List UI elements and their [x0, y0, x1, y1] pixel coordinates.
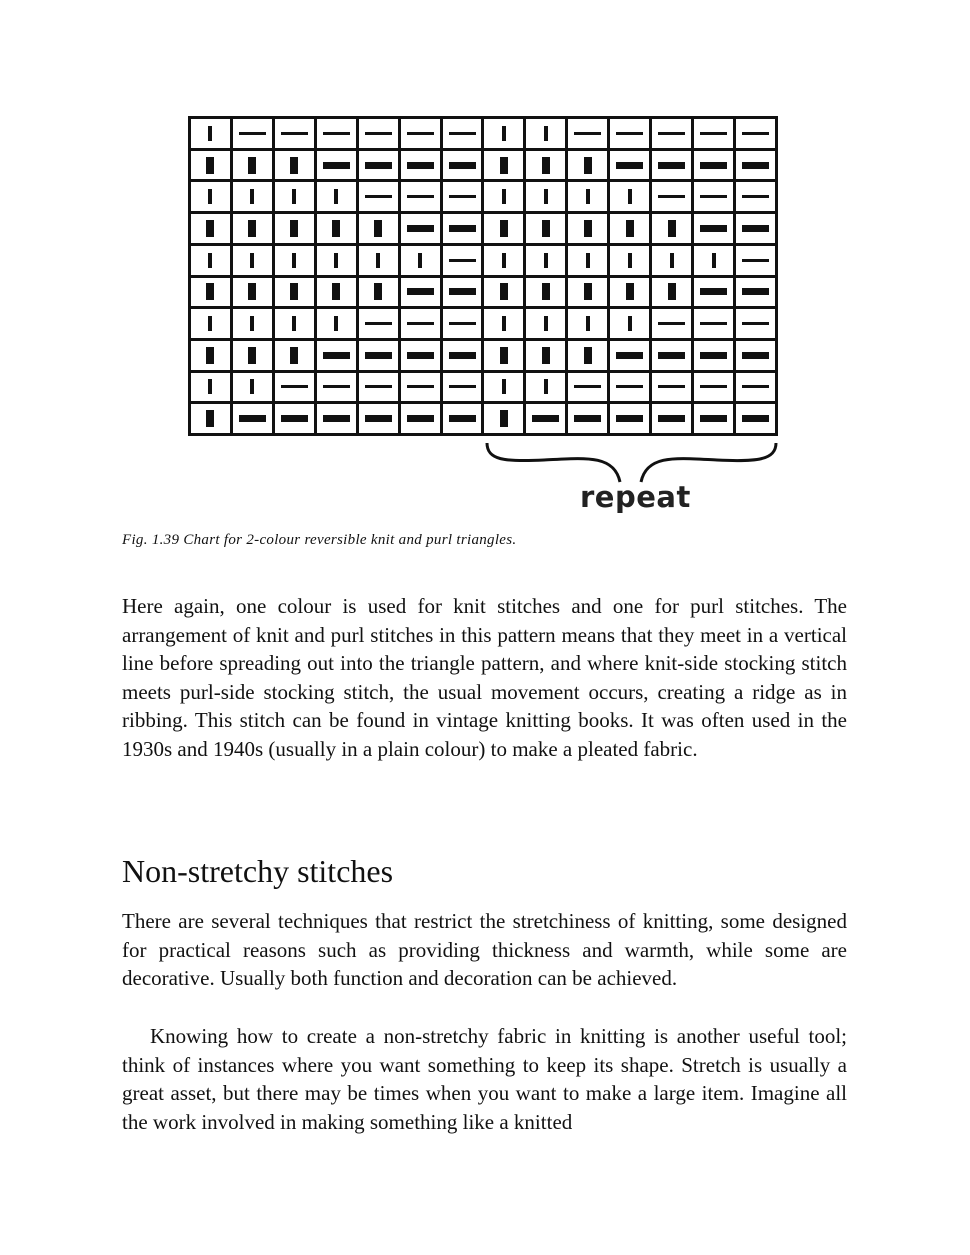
chart-cell [610, 119, 649, 148]
purl-stitch-icon [323, 352, 350, 359]
purl-stitch-icon [407, 352, 434, 359]
purl-stitch-icon [281, 385, 308, 388]
knit-stitch-icon [250, 189, 254, 204]
knit-stitch-icon [292, 189, 296, 204]
chart-cell [526, 119, 565, 148]
purl-stitch-icon [742, 322, 769, 325]
purl-stitch-icon [700, 132, 727, 135]
knit-stitch-icon [542, 157, 550, 174]
purl-stitch-icon [616, 352, 643, 359]
section-heading: Non-stretchy stitches [122, 853, 394, 889]
purl-stitch-icon [323, 415, 350, 422]
chart-cell [610, 214, 649, 243]
chart-cell [736, 341, 775, 370]
knit-stitch-icon [544, 189, 548, 204]
chart-cell [443, 246, 482, 275]
chart-cell [610, 341, 649, 370]
chart-cell [275, 309, 314, 338]
chart-cell [401, 341, 440, 370]
chart-cell [443, 341, 482, 370]
knit-stitch-icon [334, 253, 338, 268]
chart-cell [443, 182, 482, 211]
purl-stitch-icon [365, 322, 392, 325]
chart-cell [694, 278, 733, 307]
knit-stitch-icon [374, 220, 382, 237]
knit-stitch-icon [250, 316, 254, 331]
chart-cell [652, 151, 691, 180]
purl-stitch-icon [658, 322, 685, 325]
chart-cell [233, 182, 272, 211]
knit-stitch-icon [206, 283, 214, 300]
knit-stitch-icon [500, 220, 508, 237]
chart-cell [317, 214, 356, 243]
chart-cell [484, 373, 523, 402]
chart-cell [610, 404, 649, 433]
purl-stitch-icon [323, 162, 350, 169]
chart-cell [401, 119, 440, 148]
chart-cell [736, 309, 775, 338]
knitting-chart-grid [188, 116, 778, 436]
chart-cell [317, 151, 356, 180]
knit-stitch-icon [502, 253, 506, 268]
knit-stitch-icon [206, 157, 214, 174]
chart-cell [652, 214, 691, 243]
knit-stitch-icon [544, 126, 548, 141]
chart-cell [568, 182, 607, 211]
chart-cell [401, 182, 440, 211]
purl-stitch-icon [449, 259, 476, 262]
chart-cell [317, 278, 356, 307]
chart-cell [401, 278, 440, 307]
chart-cell [275, 182, 314, 211]
chart-cell [568, 341, 607, 370]
chart-cell [484, 182, 523, 211]
chart-cell [233, 246, 272, 275]
purl-stitch-icon [574, 385, 601, 388]
chart-cell [484, 119, 523, 148]
chart-cell [694, 373, 733, 402]
chart-cell [191, 214, 230, 243]
purl-stitch-icon [700, 352, 727, 359]
purl-stitch-icon [658, 415, 685, 422]
chart-cell [652, 278, 691, 307]
chart-cell [526, 182, 565, 211]
chart-cell [484, 214, 523, 243]
knit-stitch-icon [248, 220, 256, 237]
chart-cell [233, 151, 272, 180]
paragraph: Knowing how to create a non-stretchy fabric in knitting is another useful tool; think of instances where you want something to keep its shape. Stretch is usually a great asset, but there may be times when you want to make a large item. Imagine all the work involved in making something like a knitted [122, 1024, 847, 1134]
chart-cell [191, 373, 230, 402]
purl-stitch-icon [700, 288, 727, 295]
purl-stitch-icon [700, 162, 727, 169]
chart-cell [191, 404, 230, 433]
knit-stitch-icon [332, 220, 340, 237]
chart-cell [610, 151, 649, 180]
knit-stitch-icon [376, 253, 380, 268]
knit-stitch-icon [208, 253, 212, 268]
knit-stitch-icon [502, 189, 506, 204]
knit-stitch-icon [584, 220, 592, 237]
knit-stitch-icon [248, 283, 256, 300]
knit-stitch-icon [292, 316, 296, 331]
purl-stitch-icon [407, 385, 434, 388]
purl-stitch-icon [616, 162, 643, 169]
purl-stitch-icon [700, 225, 727, 232]
chart-cell [191, 246, 230, 275]
chart-cell [359, 373, 398, 402]
chart-cell [443, 151, 482, 180]
chart-cell [484, 309, 523, 338]
purl-stitch-icon [742, 288, 769, 295]
chart-cell [233, 214, 272, 243]
knit-stitch-icon [248, 347, 256, 364]
purl-stitch-icon [658, 385, 685, 388]
purl-stitch-icon [323, 132, 350, 135]
chart-cell [317, 309, 356, 338]
chart-cell [694, 404, 733, 433]
knit-stitch-icon [500, 283, 508, 300]
purl-stitch-icon [449, 385, 476, 388]
knit-stitch-icon [248, 157, 256, 174]
chart-cell [526, 404, 565, 433]
purl-stitch-icon [281, 132, 308, 135]
purl-stitch-icon [407, 288, 434, 295]
purl-stitch-icon [742, 415, 769, 422]
chart-cell [736, 182, 775, 211]
chart-cell [233, 341, 272, 370]
chart-cell [694, 182, 733, 211]
purl-stitch-icon [365, 385, 392, 388]
chart-cell [401, 373, 440, 402]
purl-stitch-icon [449, 352, 476, 359]
knit-stitch-icon [374, 283, 382, 300]
chart-cell [652, 373, 691, 402]
chart-cell [736, 404, 775, 433]
chart-cell [443, 214, 482, 243]
chart-cell [443, 309, 482, 338]
purl-stitch-icon [407, 225, 434, 232]
knit-stitch-icon [626, 283, 634, 300]
knit-stitch-icon [502, 316, 506, 331]
knit-stitch-icon [586, 316, 590, 331]
chart-cell [233, 404, 272, 433]
chart-cell [317, 119, 356, 148]
chart-cell [275, 404, 314, 433]
purl-stitch-icon [742, 162, 769, 169]
paragraph: Here again, one colour is used for knit stitches and one for purl stitches. The arrangement of knit and purl stitches in this pattern means that they meet in a vertical line before spreading out into the triangle pattern, and where knit-side stocking stitch meets purl-side stocking stitch, the usual movement occurs, creating a ridge as in ribbing. This stitch can be found in vintage knitting books. It was often used in the 1930s and 1940s (usually in a plain colour) to make a pleated fabric. [122, 594, 847, 761]
chart-cell [191, 151, 230, 180]
purl-stitch-icon [449, 162, 476, 169]
purl-stitch-icon [658, 352, 685, 359]
paragraph: There are several techniques that restrict the stretchiness of knitting, some designed for practical reasons such as providing thickness and warmth, while some are decorative. Usually both function and decoration can be achieved. [122, 909, 847, 991]
chart-cell [610, 373, 649, 402]
knit-stitch-icon [628, 316, 632, 331]
knit-stitch-icon [544, 379, 548, 394]
purl-stitch-icon [742, 352, 769, 359]
knit-stitch-icon [290, 157, 298, 174]
purl-stitch-icon [700, 385, 727, 388]
purl-stitch-icon [658, 132, 685, 135]
knit-stitch-icon [208, 126, 212, 141]
knit-stitch-icon [542, 347, 550, 364]
knit-stitch-icon [250, 253, 254, 268]
chart-cell [191, 278, 230, 307]
knit-stitch-icon [502, 126, 506, 141]
chart-cell [568, 309, 607, 338]
knit-stitch-icon [290, 220, 298, 237]
knit-stitch-icon [208, 379, 212, 394]
knit-stitch-icon [500, 410, 508, 427]
chart-cell [652, 309, 691, 338]
chart-cell [275, 246, 314, 275]
chart-cell [401, 151, 440, 180]
purl-stitch-icon [449, 195, 476, 198]
chart-cell [191, 341, 230, 370]
knit-stitch-icon [586, 189, 590, 204]
knit-stitch-icon [206, 347, 214, 364]
purl-stitch-icon [365, 162, 392, 169]
purl-stitch-icon [742, 225, 769, 232]
purl-stitch-icon [616, 132, 643, 135]
purl-stitch-icon [574, 132, 601, 135]
chart-cell [401, 309, 440, 338]
chart-cell [317, 341, 356, 370]
purl-stitch-icon [658, 162, 685, 169]
purl-stitch-icon [616, 415, 643, 422]
chart-cell [359, 182, 398, 211]
knit-stitch-icon [502, 379, 506, 394]
purl-stitch-icon [700, 415, 727, 422]
chart-cell [191, 182, 230, 211]
purl-stitch-icon [365, 132, 392, 135]
purl-stitch-icon [449, 415, 476, 422]
chart-cell [191, 309, 230, 338]
chart-cell [568, 151, 607, 180]
chart-cell [694, 341, 733, 370]
chart-cell [443, 278, 482, 307]
chart-cell [359, 309, 398, 338]
purl-stitch-icon [407, 162, 434, 169]
knit-stitch-icon [206, 410, 214, 427]
knit-stitch-icon [418, 253, 422, 268]
purl-stitch-icon [449, 322, 476, 325]
chart-cell [443, 373, 482, 402]
chart-cell [359, 214, 398, 243]
purl-stitch-icon [449, 132, 476, 135]
purl-stitch-icon [323, 385, 350, 388]
figure-caption: Fig. 1.39 Chart for 2-colour reversible knit and purl triangles. [122, 532, 517, 548]
chart-cell [694, 151, 733, 180]
chart-cell [359, 404, 398, 433]
chart-cell [191, 119, 230, 148]
purl-stitch-icon [239, 415, 266, 422]
knit-stitch-icon [292, 253, 296, 268]
knit-stitch-icon [584, 157, 592, 174]
chart-cell [275, 214, 314, 243]
chart-cell [736, 278, 775, 307]
chart-cell [652, 246, 691, 275]
chart-cell [401, 246, 440, 275]
chart-cell [736, 373, 775, 402]
knit-stitch-icon [544, 316, 548, 331]
chart-cell [484, 151, 523, 180]
knit-stitch-icon [334, 189, 338, 204]
chart-cell [694, 246, 733, 275]
chart-cell [401, 214, 440, 243]
knit-stitch-icon [586, 253, 590, 268]
chart-cell [317, 373, 356, 402]
chart-cell [359, 246, 398, 275]
chart-cell [275, 151, 314, 180]
knit-stitch-icon [670, 253, 674, 268]
purl-stitch-icon [407, 322, 434, 325]
chart-cell [736, 214, 775, 243]
chart-cell [359, 278, 398, 307]
knit-stitch-icon [208, 189, 212, 204]
purl-stitch-icon [365, 352, 392, 359]
chart-cell [526, 373, 565, 402]
chart-cell [359, 151, 398, 180]
knit-stitch-icon [250, 379, 254, 394]
knit-stitch-icon [332, 283, 340, 300]
purl-stitch-icon [700, 322, 727, 325]
purl-stitch-icon [574, 415, 601, 422]
knit-stitch-icon [628, 189, 632, 204]
chart-cell [526, 309, 565, 338]
chart-cell [568, 404, 607, 433]
knit-stitch-icon [544, 253, 548, 268]
chart-cell [443, 404, 482, 433]
chart-cell [736, 246, 775, 275]
chart-cell [568, 119, 607, 148]
purl-stitch-icon [742, 385, 769, 388]
chart-cell [694, 309, 733, 338]
purl-stitch-icon [365, 195, 392, 198]
chart-cell [568, 246, 607, 275]
chart-cell [443, 119, 482, 148]
chart-cell [526, 246, 565, 275]
purl-stitch-icon [742, 132, 769, 135]
chart-cell [652, 341, 691, 370]
chart-cell [484, 341, 523, 370]
chart-cell [401, 404, 440, 433]
chart-cell [275, 341, 314, 370]
chart-cell [233, 373, 272, 402]
chart-cell [694, 214, 733, 243]
chart-cell [233, 119, 272, 148]
chart-cell [526, 341, 565, 370]
repeat-label: repeat [580, 480, 691, 514]
chart-cell [568, 278, 607, 307]
chart-cell [568, 373, 607, 402]
chart-cell [694, 119, 733, 148]
purl-stitch-icon [365, 415, 392, 422]
chart-cell [233, 278, 272, 307]
knit-stitch-icon [206, 220, 214, 237]
chart-cell [610, 246, 649, 275]
purl-stitch-icon [281, 415, 308, 422]
knit-stitch-icon [542, 220, 550, 237]
chart-cell [484, 404, 523, 433]
chart-cell [359, 341, 398, 370]
purl-stitch-icon [532, 415, 559, 422]
chart-cell [736, 119, 775, 148]
chart-cell [736, 151, 775, 180]
knit-stitch-icon [542, 283, 550, 300]
chart-cell [652, 182, 691, 211]
chart-cell [317, 404, 356, 433]
purl-stitch-icon [407, 195, 434, 198]
chart-cell [652, 119, 691, 148]
knit-stitch-icon [628, 253, 632, 268]
chart-cell [652, 404, 691, 433]
chart-cell [526, 151, 565, 180]
knit-stitch-icon [584, 347, 592, 364]
chart-cell [233, 309, 272, 338]
purl-stitch-icon [407, 415, 434, 422]
purl-stitch-icon [700, 195, 727, 198]
knit-stitch-icon [712, 253, 716, 268]
purl-stitch-icon [742, 259, 769, 262]
knit-stitch-icon [500, 347, 508, 364]
chart-cell [484, 246, 523, 275]
chart-cell [275, 373, 314, 402]
purl-stitch-icon [449, 225, 476, 232]
chart-cell [610, 309, 649, 338]
purl-stitch-icon [407, 132, 434, 135]
chart-cell [568, 214, 607, 243]
knit-stitch-icon [584, 283, 592, 300]
chart-cell [275, 278, 314, 307]
purl-stitch-icon [742, 195, 769, 198]
purl-stitch-icon [658, 195, 685, 198]
chart-cell [359, 119, 398, 148]
knit-stitch-icon [290, 283, 298, 300]
chart-cell [610, 182, 649, 211]
chart-cell [317, 246, 356, 275]
chart-cell [526, 214, 565, 243]
knit-stitch-icon [290, 347, 298, 364]
chart-cell [484, 278, 523, 307]
knit-stitch-icon [500, 157, 508, 174]
knit-stitch-icon [334, 316, 338, 331]
purl-stitch-icon [616, 385, 643, 388]
purl-stitch-icon [239, 132, 266, 135]
chart-cell [526, 278, 565, 307]
knit-stitch-icon [626, 220, 634, 237]
chart-cell [610, 278, 649, 307]
purl-stitch-icon [449, 288, 476, 295]
chart-cell [275, 119, 314, 148]
knit-stitch-icon [208, 316, 212, 331]
knit-stitch-icon [668, 220, 676, 237]
chart-cell [317, 182, 356, 211]
knit-stitch-icon [668, 283, 676, 300]
